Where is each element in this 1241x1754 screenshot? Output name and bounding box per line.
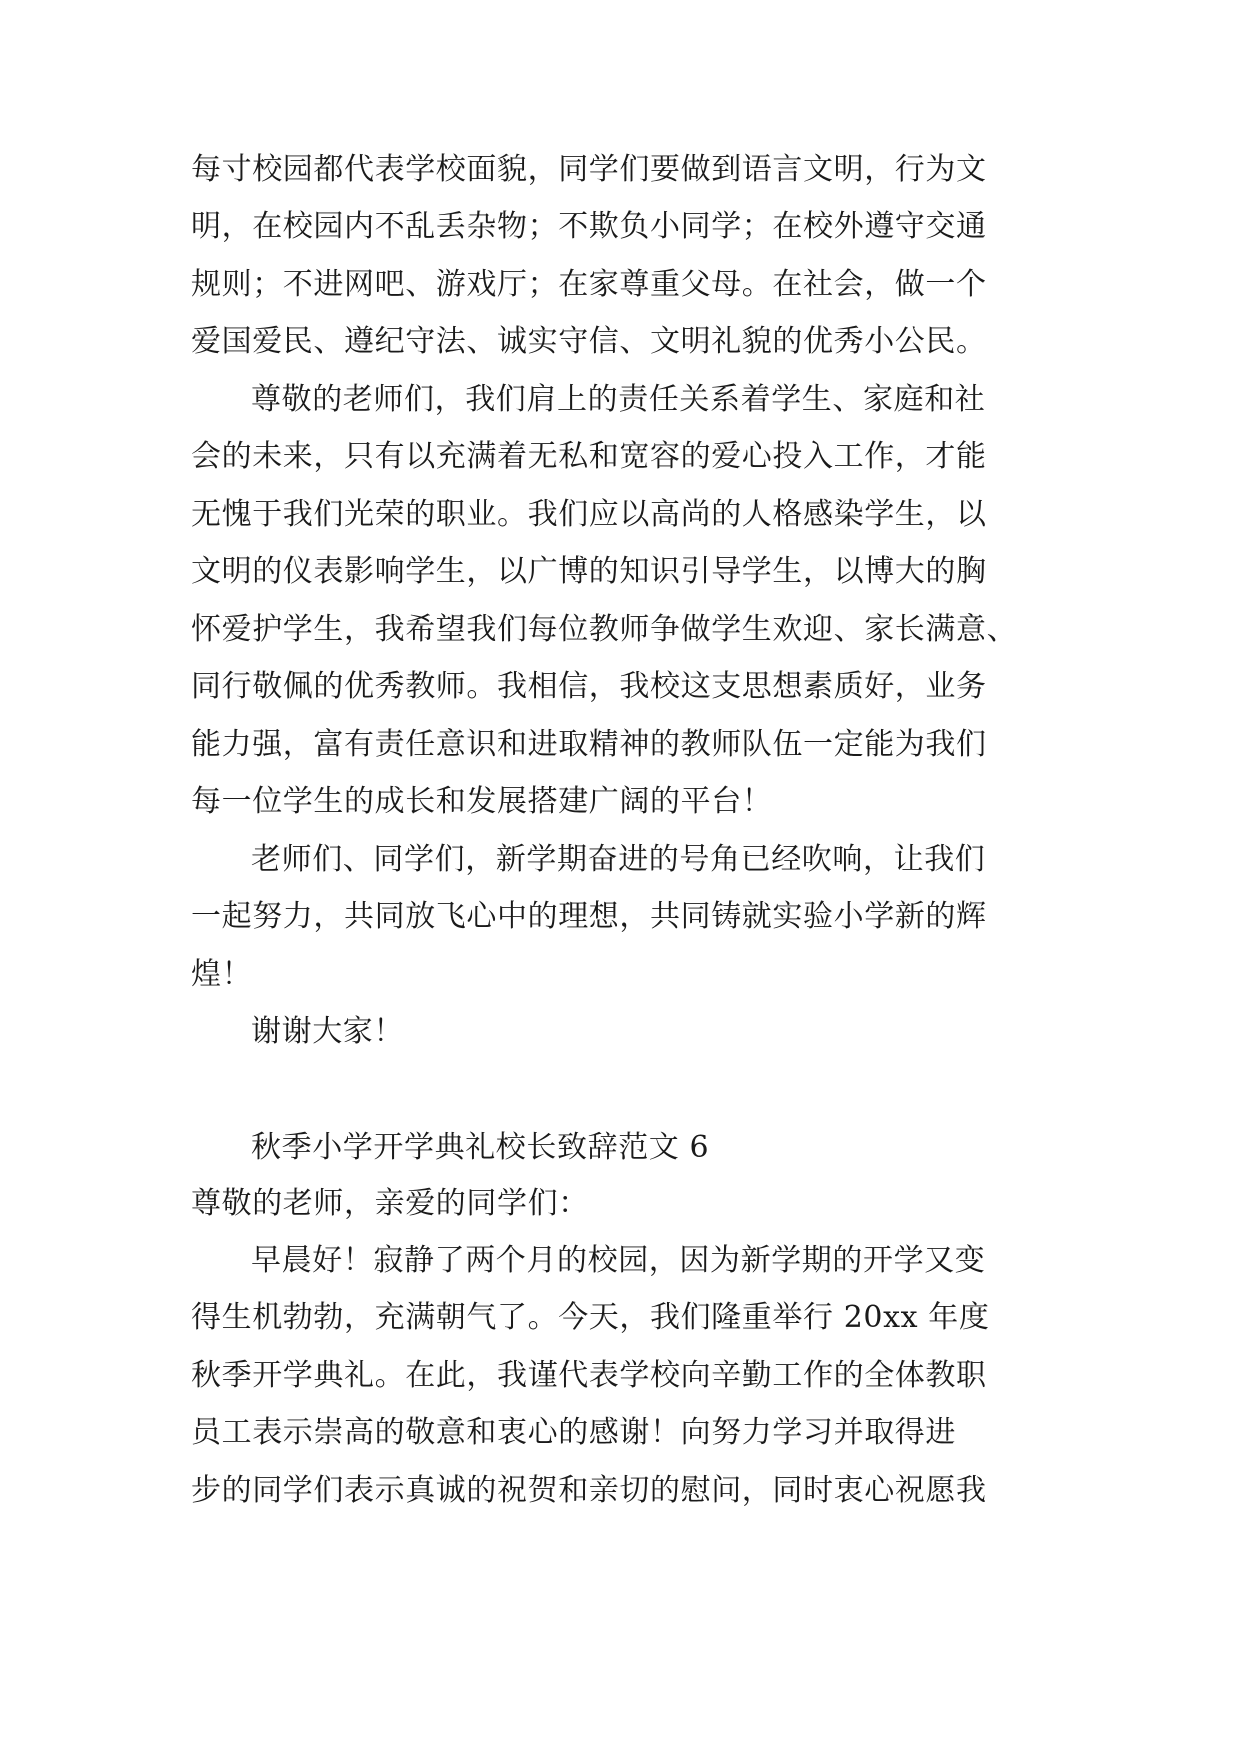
text-line: 步的同学们表示真诚的祝贺和亲切的慰问，同时衷心祝愿我 bbox=[191, 1473, 987, 1508]
text-line: 员工表示崇高的敬意和衷心的感谢！向努力学习并取得进 bbox=[191, 1415, 956, 1450]
text-line: 一起努力，共同放飞心中的理想，共同铸就实验小学新的辉 bbox=[191, 899, 987, 934]
text-line: 无愧于我们光荣的职业。我们应以高尚的人格感染学生，以 bbox=[191, 497, 987, 532]
text-line: 文明的仪表影响学生，以广博的知识引导学生，以博大的胸 bbox=[191, 554, 987, 589]
text-line: 同行敬佩的优秀教师。我相信，我校这支思想素质好，业务 bbox=[191, 669, 987, 704]
section-title: 秋季小学开学典礼校长致辞范文 6 bbox=[251, 1130, 710, 1165]
text-line: 会的未来，只有以充满着无私和宽容的爱心投入工作，才能 bbox=[191, 439, 987, 474]
salutation: 尊敬的老师，亲爱的同学们： bbox=[191, 1186, 589, 1221]
text-line: 每一位学生的成长和发展搭建广阔的平台！ bbox=[191, 784, 773, 819]
paragraph-start-line: 尊敬的老师们，我们肩上的责任关系着学生、家庭和社 bbox=[251, 382, 986, 417]
paragraph-start-line: 早晨好！寂静了两个月的校园，因为新学期的开学又变 bbox=[251, 1243, 986, 1278]
closing-line: 谢谢大家！ bbox=[251, 1014, 404, 1049]
text-line: 爱国爱民、遵纪守法、诚实守信、文明礼貌的优秀小公民。 bbox=[191, 324, 987, 359]
text-line: 怀爱护学生，我希望我们每位教师争做学生欢迎、家长满意、 bbox=[191, 612, 1018, 647]
text-line: 每寸校园都代表学校面貌，同学们要做到语言文明，行为文 bbox=[191, 152, 987, 187]
text-line: 规则；不进网吧、游戏厅；在家尊重父母。在社会，做一个 bbox=[191, 267, 987, 302]
paragraph-start-line: 老师们、同学们，新学期奋进的号角已经吹响，让我们 bbox=[251, 842, 986, 877]
text-line: 明，在校园内不乱丢杂物；不欺负小同学；在校外遵守交通 bbox=[191, 209, 987, 244]
text-line: 能力强，富有责任意识和进取精神的教师队伍一定能为我们 bbox=[191, 727, 987, 762]
text-line: 得生机勃勃，充满朝气了。今天，我们隆重举行 20xx 年度 bbox=[191, 1300, 990, 1335]
text-line: 秋季开学典礼。在此，我谨代表学校向辛勤工作的全体教职 bbox=[191, 1358, 987, 1393]
text-line: 煌！ bbox=[191, 957, 253, 992]
